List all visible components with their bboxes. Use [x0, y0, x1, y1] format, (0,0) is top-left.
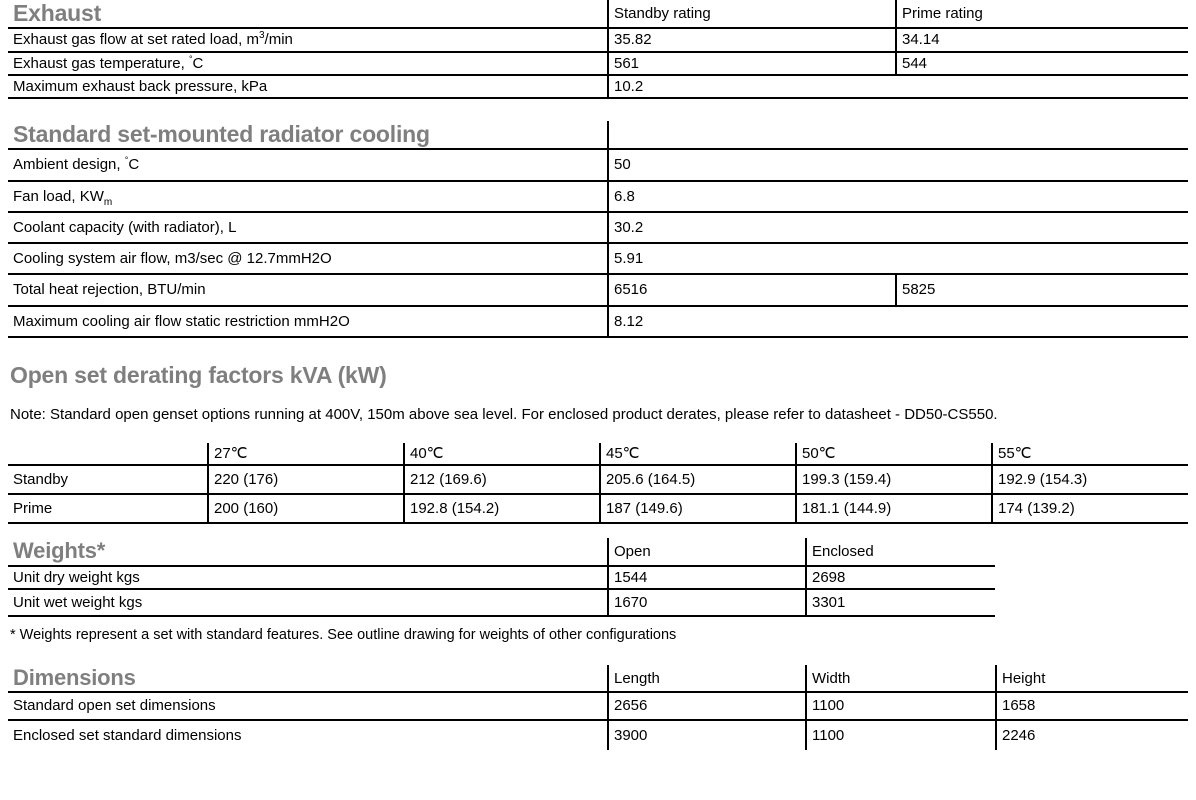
row-label-suffix: C — [128, 156, 140, 174]
dimensions-table — [8, 665, 1188, 750]
dimensions-col-length: Length — [608, 665, 806, 692]
cooling-table — [8, 121, 1188, 338]
cell-value-2 — [896, 212, 1188, 243]
cell-enclosed: 3301 — [806, 589, 995, 616]
table-row — [8, 149, 1188, 180]
section-heading-derating: Open set derating factors kVA (kW) — [10, 361, 387, 388]
table-row — [8, 212, 1188, 243]
spacer — [8, 388, 1188, 406]
cell-value: 6.8 — [608, 181, 896, 212]
derating-col-50c: 50℃ — [796, 443, 992, 465]
spacer — [8, 643, 1188, 665]
cell-derate: 174 (139.2) — [992, 494, 1188, 523]
weights-col-open: Open — [608, 538, 806, 565]
dimensions-col-height: Height — [996, 665, 1188, 692]
row-label-prime: Prime — [13, 500, 53, 517]
cell-open: 1544 — [608, 566, 806, 589]
table-row — [8, 465, 1188, 494]
cell-standby: 561 — [608, 52, 896, 75]
cell-value: 50 — [608, 149, 896, 180]
exhaust-header-row — [8, 0, 1188, 28]
cell-enclosed: 2698 — [806, 566, 995, 589]
section-heading-weights: Weights* — [13, 538, 106, 564]
row-label-standby: Standby — [13, 470, 69, 488]
exhaust-col-standby: Standby rating — [608, 0, 896, 28]
cell-value-2 — [896, 243, 1188, 274]
subscript: m — [103, 196, 113, 208]
row-label — [8, 52, 608, 75]
table-row — [8, 28, 1188, 51]
row-label: Standard open set dimensions — [13, 697, 216, 715]
cell-derate: 212 (169.6) — [404, 465, 600, 494]
cell-value-2 — [896, 181, 1188, 212]
row-label — [8, 149, 608, 180]
table-row — [8, 692, 1188, 719]
degree-symbol: ° — [124, 155, 129, 166]
row-label-text: Ambient design, — [13, 156, 125, 174]
row-label: Unit wet weight kgs — [13, 593, 143, 611]
cell-derate: 181.1 (144.9) — [796, 494, 992, 523]
cell-standby: 35.82 — [608, 28, 896, 51]
row-label: Maximum cooling air flow static restriction mmH2O — [13, 312, 350, 330]
degree-symbol: ° — [188, 53, 193, 64]
section-heading-dimensions: Dimensions — [13, 665, 136, 690]
cell-value-2 — [896, 306, 1188, 337]
row-label-text: Exhaust gas temperature, — [13, 54, 189, 72]
row-label — [8, 181, 608, 212]
derating-heading-wrap — [8, 361, 1188, 388]
cell-length: 3900 — [608, 720, 806, 750]
row-label-text: Exhaust gas flow at set rated load, m — [13, 31, 259, 49]
spacer — [8, 99, 1188, 121]
cell-value: 30.2 — [608, 212, 896, 243]
table-row — [8, 274, 1188, 305]
cell-derate: 200 (160) — [208, 494, 404, 523]
cell-standby: 10.2 — [608, 75, 896, 98]
cell-value: 6516 — [608, 274, 896, 305]
row-label: Maximum exhaust back pressure, kPa — [13, 77, 268, 95]
cooling-header-blank — [608, 121, 1188, 149]
row-label-suffix: /min — [264, 31, 293, 49]
cell-derate: 192.9 (154.3) — [992, 465, 1188, 494]
cell-derate: 199.3 (159.4) — [796, 465, 992, 494]
table-row — [8, 720, 1188, 750]
derating-header-row — [8, 443, 1188, 465]
table-row — [8, 52, 1188, 75]
spacer — [8, 617, 1188, 627]
cell-value: 8.12 — [608, 306, 896, 337]
cell-derate: 187 (149.6) — [600, 494, 796, 523]
cell-value-2 — [896, 149, 1188, 180]
cell-height: 2246 — [996, 720, 1188, 750]
row-label: Cooling system air flow, m3/sec @ 12.7mmH2O — [13, 250, 332, 267]
row-label-text: Fan load, KW — [13, 187, 104, 205]
cell-prime — [896, 75, 1188, 98]
derating-note: Note: Standard open genset options running at 400V, 150m above sea level. For enclosed product derates, please refer to datasheet - DD50-CS550. — [10, 405, 998, 423]
row-label — [8, 28, 608, 51]
cell-value-2: 5825 — [896, 274, 1188, 305]
dimensions-heading-cell — [8, 665, 608, 692]
derating-col-27c: 27℃ — [208, 443, 404, 465]
row-label: Unit dry weight kgs — [13, 568, 140, 586]
row-label-suffix: C — [192, 54, 204, 72]
dimensions-header-row — [8, 665, 1188, 692]
derating-table — [8, 443, 1188, 525]
row-label: Coolant capacity (with radiator), L — [13, 218, 237, 236]
table-row — [8, 181, 1188, 212]
dimensions-col-width: Width — [806, 665, 996, 692]
cell-derate: 220 (176) — [208, 465, 404, 494]
weights-col-enclosed: Enclosed — [806, 538, 995, 565]
cell-prime: 34.14 — [896, 28, 1188, 51]
exhaust-col-prime: Prime rating — [896, 0, 1188, 28]
cell-derate: 192.8 (154.2) — [404, 494, 600, 523]
table-row — [8, 589, 995, 616]
cell-value: 5.91 — [608, 243, 896, 274]
cell-height: 1658 — [996, 692, 1188, 719]
cell-width: 1100 — [806, 692, 996, 719]
spacer — [8, 338, 1188, 364]
table-row — [8, 494, 1188, 523]
weights-footnote: * Weights represent a set with standard features. See outline drawing for weights of other configurations — [10, 627, 677, 643]
row-label: Enclosed set standard dimensions — [13, 726, 242, 744]
cell-derate: 205.6 (164.5) — [600, 465, 796, 494]
derating-col-45c: 45℃ — [600, 443, 796, 465]
cell-width: 1100 — [806, 720, 996, 750]
derating-col-55c: 55℃ — [992, 443, 1188, 465]
table-row — [8, 566, 995, 589]
weights-heading-cell — [8, 538, 608, 565]
spacer — [8, 524, 1188, 538]
superscript: 3 — [258, 30, 265, 42]
cell-length: 2656 — [608, 692, 806, 719]
spacer — [8, 425, 1188, 443]
cell-open: 1670 — [608, 589, 806, 616]
weights-header-row — [8, 538, 995, 565]
cooling-header-row — [8, 121, 1188, 149]
table-row — [8, 243, 1188, 274]
section-heading-exhaust: Exhaust — [13, 0, 102, 26]
derating-header-blank — [8, 443, 208, 465]
exhaust-heading-cell — [8, 0, 608, 28]
derating-col-40c: 40℃ — [404, 443, 600, 465]
cell-prime: 544 — [896, 52, 1188, 75]
section-heading-cooling: Standard set-mounted radiator cooling — [13, 121, 430, 147]
weights-table — [8, 538, 995, 617]
exhaust-table — [8, 0, 1188, 99]
table-row — [8, 75, 1188, 98]
cooling-heading-cell — [8, 121, 608, 149]
row-label: Total heat rejection, BTU/min — [13, 281, 206, 299]
table-row — [8, 306, 1188, 337]
